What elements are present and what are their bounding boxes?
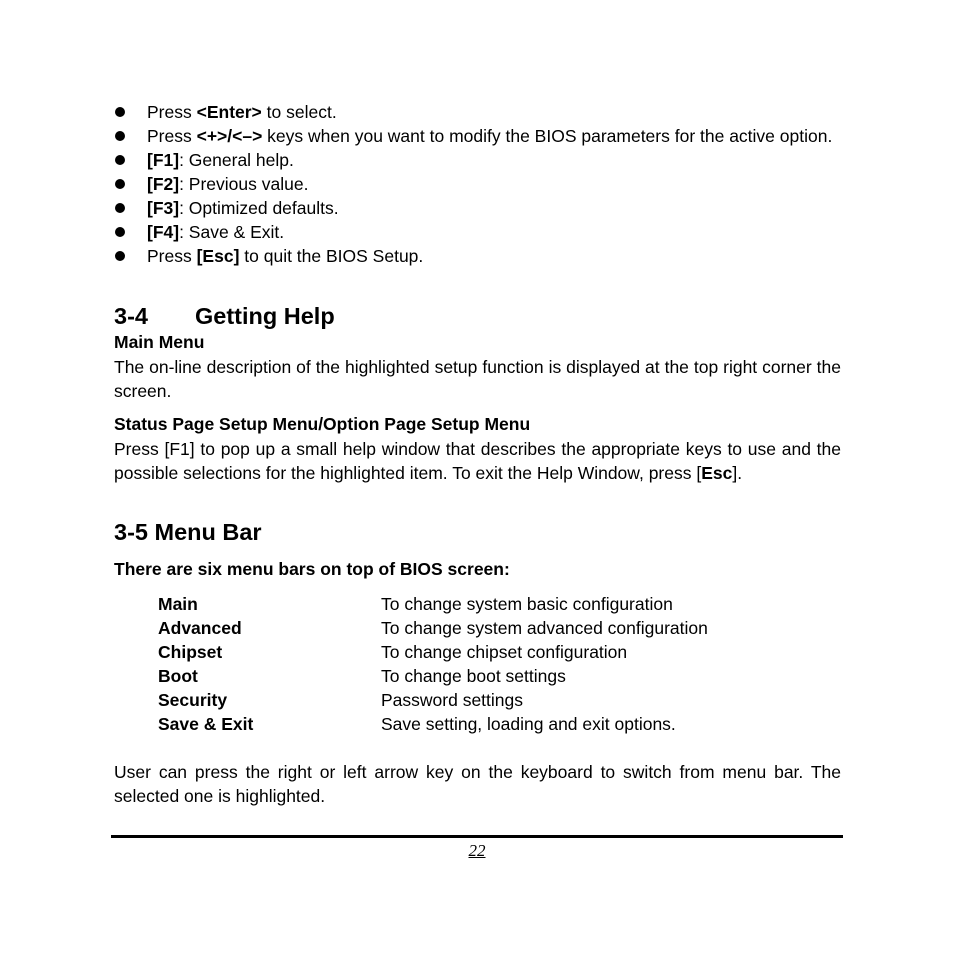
bullet-item: Press <+>/<–> keys when you want to modify the BIOS parameters for the active option. xyxy=(114,124,841,148)
table-row: Boot To change boot settings xyxy=(158,666,566,686)
menu-bar-intro: There are six menu bars on top of BIOS screen: xyxy=(114,559,510,579)
bullet-item: Press [Esc] to quit the BIOS Setup. xyxy=(114,244,841,268)
section-heading-getting-help: 3-4 Getting Help xyxy=(114,303,335,329)
table-row: Save & Exit Save setting, loading and exit options. xyxy=(158,714,676,734)
table-row: Security Password settings xyxy=(158,690,524,710)
footer-rule xyxy=(111,835,843,838)
bullet-dot-icon xyxy=(115,131,125,141)
menu-bar-closing-paragraph: User can press the right or left arrow key on the keyboard to switch from menu bar. The selected one is highlighted. xyxy=(114,762,841,806)
bullet-item: [F3]: Optimized defaults. xyxy=(114,196,841,220)
bullet-dot-icon xyxy=(115,155,125,165)
table-row: Advanced To change system advanced configuration xyxy=(158,618,708,638)
subheading-main-menu: Main Menu xyxy=(114,332,205,352)
bullet-item: [F4]: Save & Exit. xyxy=(114,220,841,244)
bullet-item: [F2]: Previous value. xyxy=(114,172,841,196)
bullet-item: Press <Enter> to select. xyxy=(114,100,841,124)
table-row: Chipset To change chipset configuration xyxy=(158,642,628,662)
section-heading-menu-bar: 3-5 Menu Bar xyxy=(114,519,262,545)
bullet-dot-icon xyxy=(115,107,125,117)
table-row: Main To change system basic configuration xyxy=(158,594,673,614)
page-number: 22 xyxy=(468,841,486,860)
main-menu-paragraph: The on-line description of the highlighted setup function is displayed at the top right corner the screen. xyxy=(114,357,841,401)
status-page-paragraph: Press [F1] to pop up a small help window that describes the appropriate keys to use and the possible selections for the highlighted item. To exit the Help Window, press [Esc]. xyxy=(114,439,841,483)
bullet-dot-icon xyxy=(115,179,125,189)
bullet-item: [F1]: General help. xyxy=(114,148,841,172)
key-bullet-list xyxy=(114,100,841,268)
bullet-dot-icon xyxy=(115,203,125,213)
menu-bar-table xyxy=(158,592,708,736)
bullet-dot-icon xyxy=(115,251,125,261)
bullet-dot-icon xyxy=(115,227,125,237)
subheading-status-page: Status Page Setup Menu/Option Page Setup Menu xyxy=(114,414,531,434)
